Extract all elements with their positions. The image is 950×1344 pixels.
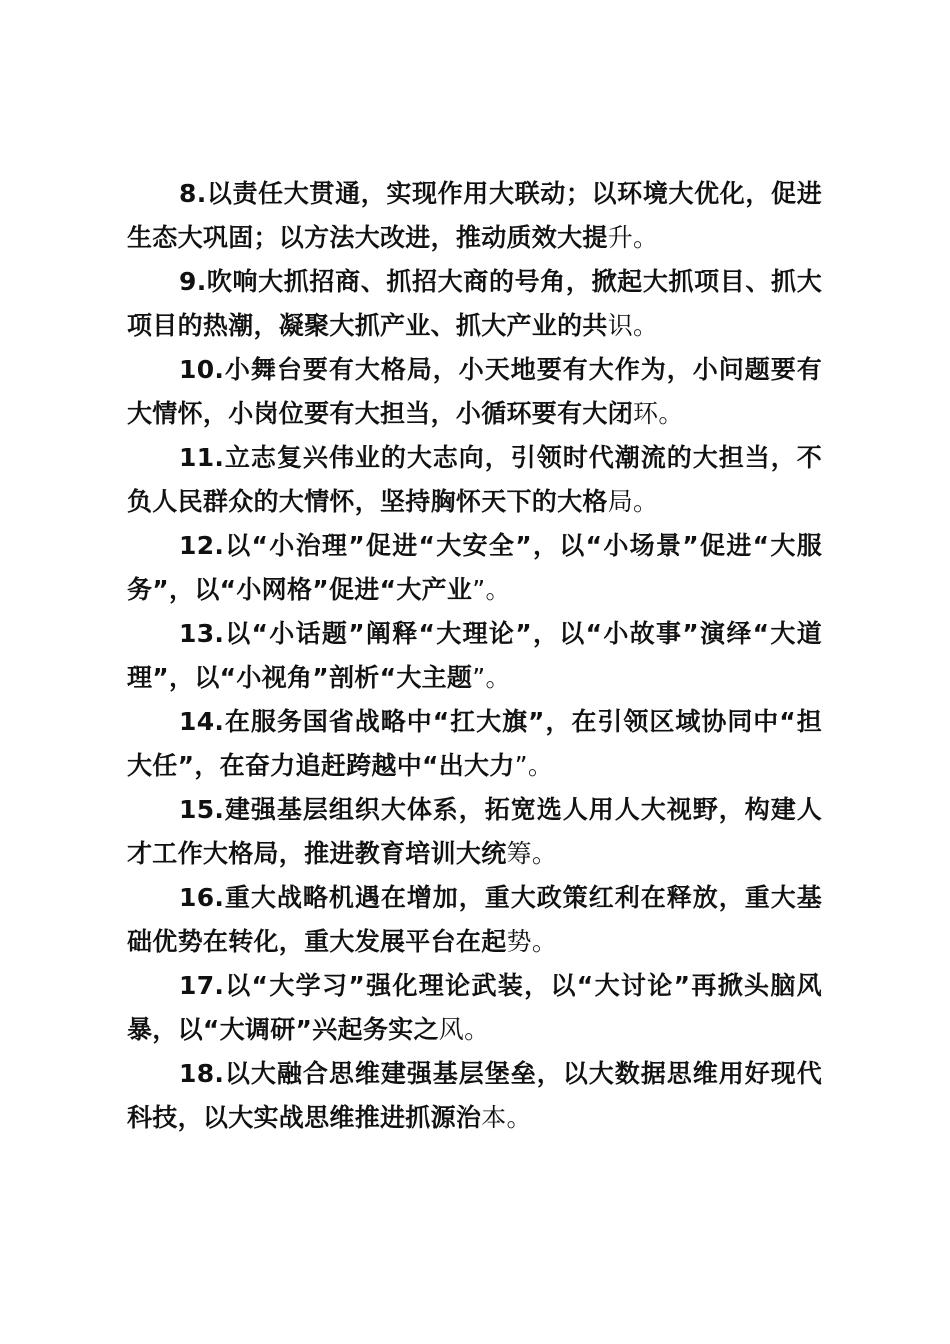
- paragraph-ending: 识。: [607, 311, 659, 340]
- paragraph-ending: ”。: [514, 751, 554, 780]
- paragraph-16: [127, 876, 822, 964]
- paragraph-11: [127, 436, 822, 524]
- paragraph-9: [127, 260, 822, 348]
- paragraph-ending: ”。: [472, 663, 511, 692]
- paragraph-ending: 环。: [633, 399, 684, 428]
- paragraph-text: 16.重大战略机遇在增加，重大政策红利在释放，重大基础优势在转化，重大发展平台在起: [127, 883, 822, 956]
- paragraph-text: 17.以“大学习”强化理论武装，以“大讨论”再掀头脑风暴，以“大调研”兴起务实之: [127, 971, 822, 1044]
- paragraph-text: 12.以“小治理”促进“大安全”，以“小场景”促进“大服务”，以“小网格”促进“大产业: [127, 531, 822, 604]
- paragraph-14: [127, 700, 822, 788]
- paragraph-text: 14.在服务国省战略中“扛大旗”，在引领区域协同中“担大任”，在奋力追赶跨越中“出大力: [127, 707, 822, 780]
- paragraph-ending: 筹。: [506, 839, 558, 868]
- paragraph-ending: 风。: [438, 1015, 490, 1044]
- paragraph-12: [127, 524, 822, 612]
- paragraph-ending: ”。: [472, 575, 511, 604]
- paragraph-text: 15.建强基层组织大体系，拓宽选人用人大视野，构建人才工作大格局，推进教育培训大统: [127, 795, 822, 868]
- paragraph-8: [127, 172, 822, 260]
- paragraph-18: [127, 1052, 822, 1140]
- paragraph-ending: 本。: [481, 1103, 532, 1132]
- paragraph-17: [127, 964, 822, 1052]
- paragraph-15: [127, 788, 822, 876]
- paragraph-ending: 局。: [607, 487, 659, 516]
- paragraph-ending: 势。: [506, 927, 558, 956]
- paragraph-text: 10.小舞台要有大格局，小天地要有大作为，小问题要有大情怀，小岗位要有大担当，小循环要有大闭: [127, 355, 822, 428]
- paragraph-text: 11.立志复兴伟业的大志向，引领时代潮流的大担当，不负人民群众的大情怀，坚持胸怀天下的大格: [127, 443, 822, 516]
- document-body: [127, 172, 822, 1140]
- paragraph-ending: 升。: [607, 223, 659, 252]
- paragraph-text: 8.以责任大贯通，实现作用大联动；以环境大优化，促进生态大巩固；以方法大改进，推动质效大提: [127, 179, 822, 252]
- paragraph-text: 9.吹响大抓招商、抓招大商的号角，掀起大抓项目、抓大项目的热潮，凝聚大抓产业、抓大产业的共: [127, 267, 822, 340]
- paragraph-text: 18.以大融合思维建强基层堡垒，以大数据思维用好现代科技，以大实战思维推进抓源治: [127, 1059, 822, 1132]
- paragraph-text: 13.以“小话题”阐释“大理论”，以“小故事”演绎“大道理”，以“小视角”剖析“大主题: [127, 619, 822, 692]
- paragraph-13: [127, 612, 822, 700]
- paragraph-10: [127, 348, 822, 436]
